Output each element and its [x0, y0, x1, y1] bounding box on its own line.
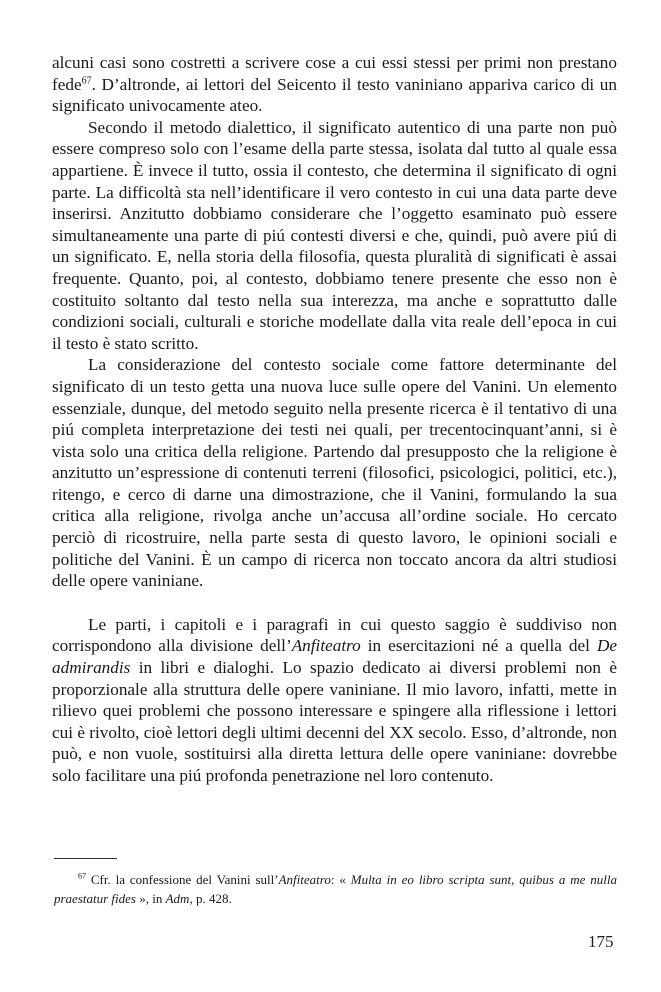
italic-text: De admirandis — [52, 636, 617, 678]
footnote-ref-67[interactable]: 67 — [81, 74, 92, 86]
text-run: in esercitazioni né a quella del — [360, 636, 597, 656]
paragraph-p4 — [52, 614, 617, 787]
italic-text: Multa in eo libro scripta sunt, quibus a me nulla praestatur fides — [54, 872, 617, 906]
text-run: : « — [330, 872, 351, 887]
text-run: La considerazione del contesto sociale come fattore determinante del significato di un testo getta una nuova luce sulle opere del Vanini. Un elemento essenziale, dunque, del metodo seguito nella presente ricerca è il tentativo di una piú completa interpretazione dei testi nei quali, per trecentocinquant’anni, si è vista solo una critica della religione. Partendo dal presupposto che la religione è anzitutto un’espressione di contenuti terreni (filosofici, psicologici, politici, etc.), ritengo, e cerco di darne una dimostrazione, che il Vanini, formulando la sua critica alla religione, rivolga anche un’accusa all’ordine sociale. Ho cercato perciò di ricostruire, nella parte sesta di questo lavoro, le opinioni sociali e politiche del Vanini. È un campo di ricerca non toccato ancora da altri studiosi delle opere vaniniane. — [52, 355, 617, 591]
paragraph-p3 — [52, 354, 617, 592]
text-run: », in — [135, 891, 166, 906]
text-run: in libri e dialoghi. Lo spazio dedicato ai diversi problemi non è proporzionale alla struttura delle opere vaniniane. Il mio lavoro, infatti, mette in rilievo quei problemi che possono interessare e spingere alla riflessione i lettori cui è rivolto, cioè lettori degli ultimi decenni del XX secolo. Esso, d’altronde, non può, e non vuole, sostituirsi alla diretta lettura delle opere vaniniane: dovrebbe solo facilitare una piú profonda penetrazione nel loro contenuto. — [52, 658, 617, 785]
text-run: alcuni casi sono costretti a scrivere cose a cui essi stessi per primi non prestano fede — [52, 53, 617, 94]
text-run: , p. 428. — [189, 891, 232, 906]
italic-text: Adm — [165, 891, 190, 906]
italic-text: Anfiteatro — [278, 872, 331, 887]
footnote-number: 67 — [78, 871, 86, 881]
body-text — [52, 52, 617, 787]
text-run: Le parti, i capitoli e i paragrafi in cui questo saggio è suddiviso non corrispondono alla divisione dell’ — [52, 614, 617, 656]
paragraph-p1 — [52, 52, 617, 117]
italic-text: Anfiteatro — [291, 636, 361, 656]
text-run: Cfr. la confessione del Vanini sull’ — [86, 872, 279, 887]
paragraph-p2 — [52, 117, 617, 355]
page-body — [52, 52, 617, 787]
page-number: 175 — [588, 932, 614, 951]
text-run: Secondo il metodo dialettico, il significato autentico di una parte non può essere compreso solo con l’esame della parte stessa, isolata dal tutto al quale essa appartiene. È invece il tutto, ossia il contesto, che determina il significato di ogni parte. La difficoltà sta nell’identificare il vero contesto in cui una data parte deve inserirsi. Anzitutto dobbiamo considerare che l’oggetto esaminato può essere simultaneamente una parte di piú contesti diversi e che, quindi, può avere piú di un significato. E, nella storia della filosofia, questa pluralità di significati è assai frequente. Quanto, poi, al contesto, dobbiamo tenere presente che esso non è costituito soltanto dal testo nella sua interezza, ma anche e soprattutto dalle condizioni sociali, culturali e storiche modellate dalla vita reale dell’epoca in cui il testo è stato scritto. — [52, 117, 617, 353]
section-gap — [52, 592, 617, 614]
footnote-separator — [54, 858, 117, 859]
footnote-67 — [54, 870, 617, 908]
text-run: . D’altronde, ai lettori del Seicento il testo vaniniano appariva carico di un significato univocamente ateo. — [52, 74, 617, 116]
